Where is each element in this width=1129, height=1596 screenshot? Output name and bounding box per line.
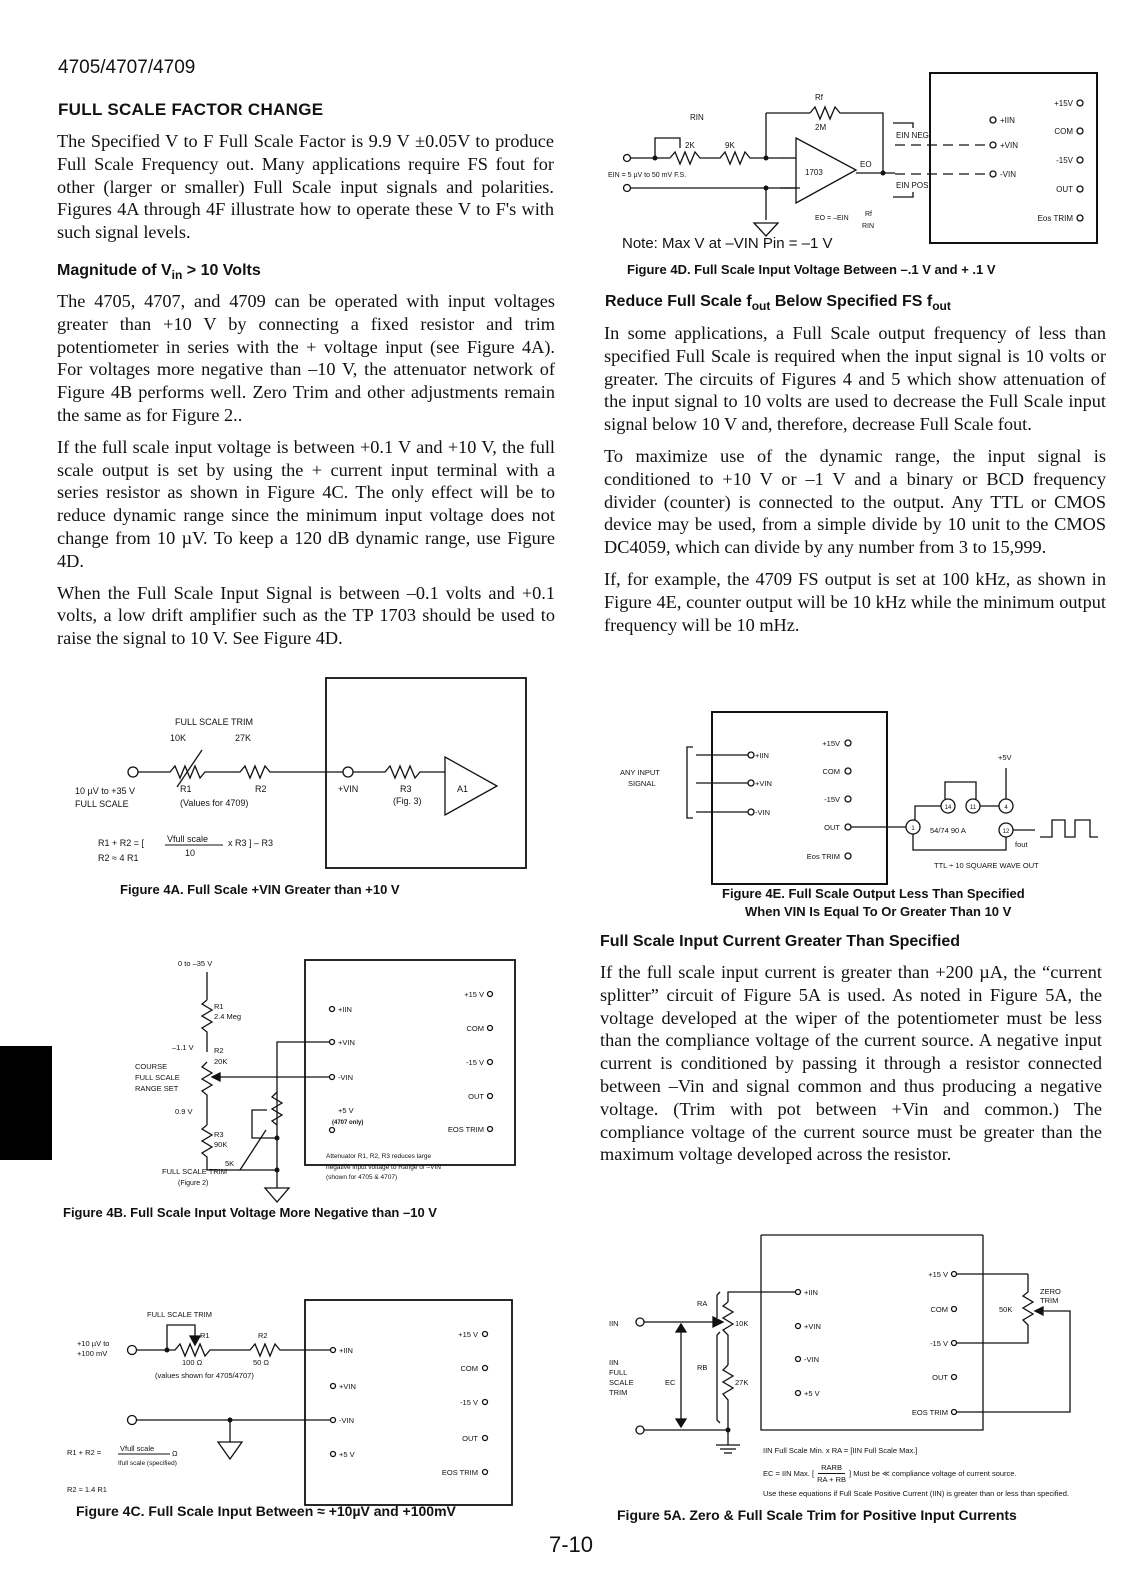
svg-text:R2: R2 — [255, 784, 267, 794]
svg-text:EC: EC — [665, 1378, 676, 1387]
svg-text:4: 4 — [1004, 805, 1008, 811]
svg-text:Eos TRIM: Eos TRIM — [1037, 214, 1073, 223]
svg-text:R2 ≈ 1.4 R1: R2 ≈ 1.4 R1 — [67, 1485, 107, 1494]
figure-4e-caption-line-1: Figure 4E. Full Scale Output Less Than Specified — [722, 886, 1025, 901]
svg-text:0.9 V: 0.9 V — [175, 1107, 193, 1116]
svg-text:Ifull scale (specified): Ifull scale (specified) — [118, 1460, 177, 1467]
svg-text:+VIN: +VIN — [1000, 141, 1019, 150]
svg-text:+15V: +15V — [1054, 99, 1073, 108]
svg-text:2K: 2K — [685, 141, 695, 150]
svg-text:+5 V: +5 V — [338, 1106, 354, 1115]
figure-4d-note: Note: Max V at –VIN Pin = –1 V — [622, 235, 833, 252]
figure-5a-caption: Figure 5A. Zero & Full Scale Trim for Positive Input Currents — [617, 1507, 1017, 1523]
svg-text:-15V: -15V — [1056, 156, 1073, 165]
svg-text:R1 + R2 = [: R1 + R2 = [ — [98, 838, 145, 848]
right-body-2 — [600, 961, 1102, 1175]
svg-text:+VIN: +VIN — [755, 779, 772, 788]
svg-text:R3: R3 — [400, 784, 412, 794]
subhead-magnitude: Magnitude of $V_{in} > 10$ Volts — [57, 262, 261, 283]
svg-text:–1.1 V: –1.1 V — [172, 1043, 194, 1052]
svg-text:COM: COM — [822, 767, 840, 776]
svg-text:+IIN: +IIN — [1000, 116, 1015, 125]
svg-text:fout: fout — [1015, 840, 1028, 849]
paragraph: If the full scale input voltage is between +0.1 V and +10 V, the full scale output is set by using the + current input terminal with a series resistor as shown in Figure 4C. The only effect will be to reduce dynamic range since the minimum input voltage does not change from 10 µV. To keep a 120 dB dynamic range, use Figure 4D. — [57, 436, 555, 571]
part-number-header: 4705/4707/4709 — [58, 57, 196, 78]
svg-text:11: 11 — [969, 805, 977, 811]
usage-note: Use these equations if Full Scale Positive Current (IIN) is greater than or less than specified. — [763, 1489, 1069, 1498]
svg-text:Vfull scale: Vfull scale — [120, 1444, 155, 1453]
svg-text:-VIN: -VIN — [339, 1416, 354, 1425]
svg-text:FULL SCALE: FULL SCALE — [75, 799, 129, 809]
svg-text:SCALE: SCALE — [609, 1378, 634, 1387]
svg-text:FULL: FULL — [609, 1368, 628, 1377]
section-title: FULL SCALE FACTOR CHANGE — [58, 100, 324, 119]
svg-text:+IIN: +IIN — [755, 751, 769, 760]
svg-text:100 Ω: 100 Ω — [182, 1358, 203, 1367]
svg-text:TRIM: TRIM — [1040, 1296, 1059, 1305]
svg-text:EOS TRIM: EOS TRIM — [441, 1468, 478, 1477]
svg-text:(shown for 4705 & 4707): (shown for 4705 & 4707) — [326, 1174, 398, 1181]
svg-text:-VIN: -VIN — [804, 1355, 819, 1364]
svg-text:+5 V: +5 V — [804, 1389, 820, 1398]
svg-text:54/74 90 A: 54/74 90 A — [930, 826, 966, 835]
figure-5a-diagram — [595, 1240, 1115, 1440]
svg-text:50 Ω: 50 Ω — [253, 1358, 270, 1367]
subhead-input-current: Full Scale Input Current Greater Than Specified — [600, 933, 961, 950]
svg-text:14: 14 — [944, 805, 952, 811]
svg-text:2.4 Meg: 2.4 Meg — [214, 1012, 242, 1021]
svg-text:(Values for 4709): (Values for 4709) — [180, 798, 249, 808]
svg-text:R1: R1 — [200, 1331, 210, 1340]
subhead-reduce-fout: Reduce Full Scale $f_{out}$ Below Specified FS $f_{out}$ — [605, 293, 951, 314]
svg-text:+IIN: +IIN — [338, 1005, 352, 1014]
svg-text:COM: COM — [930, 1305, 948, 1314]
svg-text:EIN = 5 µV to 50 mV F.S.: EIN = 5 µV to 50 mV F.S. — [608, 172, 687, 179]
svg-text:RA: RA — [697, 1299, 708, 1308]
svg-text:FULL SCALE TRIM: FULL SCALE TRIM — [147, 1310, 213, 1319]
svg-text:27K: 27K — [235, 733, 252, 743]
figure-4c-diagram — [50, 1270, 530, 1510]
paragraph: The 4705, 4707, and 4709 can be operated with input voltages greater than +10 V by connecting a fixed resistor and trim potentiometer in series with the + voltage input (see Figure 4A). For voltages more negative than –10 V, the attenuator network of Figure 4B performs well. Zero Trim and other adjustments remain the same as for Figure 2.. — [57, 291, 555, 425]
svg-text:EOS TRIM: EOS TRIM — [447, 1125, 484, 1134]
figure-5a-notes — [763, 1445, 1113, 1499]
svg-text:(values shown for 4705/4707): (values shown for 4705/4707) — [155, 1371, 254, 1380]
svg-text:10 µV to +35 V: 10 µV to +35 V — [75, 786, 135, 796]
section-edge-tab — [0, 1046, 52, 1160]
svg-text:+15 V: +15 V — [458, 1330, 478, 1339]
svg-text:+VIN: +VIN — [339, 1382, 356, 1391]
svg-text:Rf: Rf — [865, 211, 872, 218]
figure-4c-caption: Figure 4C. Full Scale Input Between ≈ +10µV and +100mV — [76, 1503, 456, 1519]
svg-text:(4707 only): (4707 only) — [332, 1120, 364, 1126]
svg-text:27K: 27K — [735, 1378, 749, 1387]
svg-text:Rf: Rf — [815, 93, 823, 102]
svg-text:SIGNAL: SIGNAL — [628, 779, 656, 788]
svg-text:10: 10 — [185, 848, 196, 858]
svg-text:R2: R2 — [214, 1046, 224, 1055]
svg-text:(Fig. 3): (Fig. 3) — [393, 796, 422, 806]
svg-text:RIN: RIN — [862, 223, 875, 230]
svg-text:IIN: IIN — [609, 1319, 619, 1328]
svg-text:OUT: OUT — [1056, 185, 1073, 194]
intro-paragraph: The Specified V to F Full Scale Factor is 9.9 V ±0.05V to produce Full Scale Frequency out. Many applications require FS fout for other (larger or smaller) Full Scale input signals and polarities. Figures 4A through 4F illustrate how to operate these V to F's with such signal levels. — [57, 131, 554, 243]
svg-text:+15 V: +15 V — [464, 990, 484, 999]
figure-4d-diagram — [600, 70, 1110, 250]
paragraph: In some applications, a Full Scale output frequency of less than specified Full Scale is required when the input signal is 10 volts or greater. The circuits of Figures 4 and 5 which show attenuation of the input signal to 10 volts are used to decrease the Full Scale input signal below 10 V and, therefore, decrease Full Scale fout. — [604, 323, 1106, 435]
equation-2: EC = IIN Max. [ RARB RA + RB ] Must be ≪ compliance voltage of current source. — [763, 1463, 1017, 1484]
svg-text:EIN POS: EIN POS — [896, 181, 929, 190]
svg-text:Eos TRIM: Eos TRIM — [806, 852, 840, 861]
svg-text:RIN: RIN — [690, 113, 704, 122]
svg-text:-15 V: -15 V — [460, 1398, 478, 1407]
figure-4e-diagram — [600, 690, 1110, 870]
svg-text:+5V: +5V — [998, 753, 1012, 762]
svg-text:9K: 9K — [725, 141, 735, 150]
svg-text:-VIN: -VIN — [1000, 170, 1016, 179]
page-number: 7-10 — [549, 1532, 594, 1557]
svg-text:OUT: OUT — [462, 1434, 478, 1443]
svg-text:x R3 ] – R3: x R3 ] – R3 — [228, 838, 274, 848]
svg-text:+VIN: +VIN — [338, 1038, 355, 1047]
figure-4a-diagram — [60, 675, 540, 875]
svg-text:COM: COM — [466, 1024, 484, 1033]
svg-text:+VIN: +VIN — [804, 1322, 821, 1331]
figure-4a-caption: Figure 4A. Full Scale +VIN Greater than +10 V — [120, 882, 400, 897]
left-body — [57, 290, 555, 659]
right-body — [604, 322, 1106, 645]
svg-text:+15V: +15V — [822, 739, 840, 748]
svg-text:+100 mV: +100 mV — [77, 1349, 108, 1358]
svg-text:EOS TRIM: EOS TRIM — [911, 1408, 948, 1417]
svg-text:-15 V: -15 V — [466, 1058, 484, 1067]
svg-text:OUT: OUT — [824, 823, 840, 832]
svg-text:ANY INPUT: ANY INPUT — [620, 768, 660, 777]
svg-text:Vfull scale: Vfull scale — [167, 834, 209, 844]
svg-text:EO: EO — [860, 160, 872, 169]
svg-text:20K: 20K — [214, 1057, 228, 1066]
svg-text:+15 V: +15 V — [928, 1270, 948, 1279]
svg-text:1703: 1703 — [805, 168, 823, 177]
figure-4b-diagram — [50, 930, 530, 1160]
paragraph: If, for example, the 4709 FS output is set at 100 kHz, as shown in Figure 4E, counter output will be 10 kHz while the minimum output frequency will be 10 mHz. — [604, 568, 1106, 635]
svg-text:Attenuator R1, R2, R3 reduces: Attenuator R1, R2, R3 reduces large — [326, 1153, 432, 1160]
svg-text:+10 µV to: +10 µV to — [77, 1339, 110, 1348]
figure-4e-caption-line-2: When VIN Is Equal To Or Greater Than 10 V — [745, 904, 1012, 919]
svg-text:COM: COM — [1054, 127, 1073, 136]
svg-text:+5 V: +5 V — [339, 1450, 355, 1459]
svg-text:ZERO: ZERO — [1040, 1287, 1061, 1296]
figure-4b-caption: Figure 4B. Full Scale Input Voltage More Negative than –10 V — [63, 1205, 437, 1220]
paragraph: To maximize use of the dynamic range, the input signal is conditioned to +10 V or –1 V and a binary or BCD frequency divider (counter) is connected to the output. Any TTL or CMOS device may be used, from a simple divide by 10 unit to the CMOS DC4059, which can divide by any number from 3 to 15,999. — [604, 445, 1106, 558]
svg-text:EIN NEG: EIN NEG — [896, 131, 929, 140]
svg-text:12: 12 — [1002, 829, 1010, 835]
svg-text:TTL ÷ 10 SQUARE WAVE OUT: TTL ÷ 10 SQUARE WAVE OUT — [934, 861, 1039, 870]
svg-text:RB: RB — [697, 1363, 708, 1372]
svg-text:2M: 2M — [815, 123, 827, 132]
svg-text:R1: R1 — [214, 1002, 224, 1011]
svg-text:(Figure 2): (Figure 2) — [178, 1180, 209, 1187]
svg-text:R2 ≈ 4 R1: R2 ≈ 4 R1 — [98, 853, 139, 863]
svg-text:-VIN: -VIN — [338, 1073, 353, 1082]
svg-text:IIN: IIN — [609, 1358, 619, 1367]
svg-text:COURSE: COURSE — [135, 1062, 168, 1071]
svg-text:negative input voltage to Rang: negative input voltage to Range of –VIN — [326, 1164, 441, 1171]
svg-text:R2: R2 — [258, 1331, 268, 1340]
svg-text:FULL SCALE TRIM: FULL SCALE TRIM — [175, 717, 254, 727]
svg-text:A1: A1 — [457, 784, 469, 794]
svg-text:0 to –35 V: 0 to –35 V — [178, 959, 213, 968]
svg-text:1: 1 — [911, 826, 915, 832]
svg-text:5K: 5K — [225, 1159, 235, 1168]
svg-text:-VIN: -VIN — [755, 808, 770, 817]
svg-text:+IIN: +IIN — [339, 1346, 353, 1355]
svg-text:R1 + R2 =: R1 + R2 = — [67, 1448, 102, 1457]
svg-text:+VIN: +VIN — [338, 784, 359, 794]
svg-text:FULL SCALE: FULL SCALE — [135, 1073, 180, 1082]
paragraph: When the Full Scale Input Signal is between –0.1 volts and +0.1 volts, a low drift amplifier such as the TP 1703 should be used to raise the signal to 10 V. See Figure 4D. — [57, 582, 555, 649]
svg-text:R1: R1 — [180, 784, 192, 794]
svg-text:OUT: OUT — [932, 1373, 948, 1382]
svg-text:RANGE SET: RANGE SET — [135, 1084, 179, 1093]
svg-text:R3: R3 — [214, 1130, 224, 1139]
svg-text:-15 V: -15 V — [930, 1339, 948, 1348]
equation-1: IIN Full Scale Min. x RA = [IIN Full Scale Max.] — [763, 1446, 918, 1455]
svg-text:EO = –EIN: EO = –EIN — [815, 215, 849, 222]
svg-text:COM: COM — [460, 1364, 478, 1373]
svg-text:+IIN: +IIN — [804, 1288, 818, 1297]
svg-text:10K: 10K — [735, 1319, 749, 1328]
figure-4d-caption: Figure 4D. Full Scale Input Voltage Between –.1 V and + .1 V — [627, 262, 996, 277]
svg-text:Ω: Ω — [172, 1449, 178, 1458]
paragraph: If the full scale input current is greater than +200 µA, the “current splitter” circuit of Figure 5A is used. As noted in Figure 5A, the voltage developed at the wiper of the potentiometer must be less than the compliance voltage of the current source. A negative input current is conditioned by passing it through a resistor connected between –Vin and signal common and thus producing a negative voltage. (Trim with pot between +Vin and common.) The compliance voltage of the current source must be greater than the maximum voltage developed across the resistor. — [600, 962, 1102, 1165]
svg-text:90K: 90K — [214, 1140, 228, 1149]
svg-text:FULL SCALE TRIM: FULL SCALE TRIM — [162, 1167, 228, 1176]
svg-text:10K: 10K — [170, 733, 187, 743]
svg-text:-15V: -15V — [824, 795, 840, 804]
svg-text:50K: 50K — [999, 1305, 1013, 1314]
svg-text:TRIM: TRIM — [609, 1388, 628, 1397]
svg-text:OUT: OUT — [468, 1092, 484, 1101]
left-intro — [57, 130, 554, 253]
